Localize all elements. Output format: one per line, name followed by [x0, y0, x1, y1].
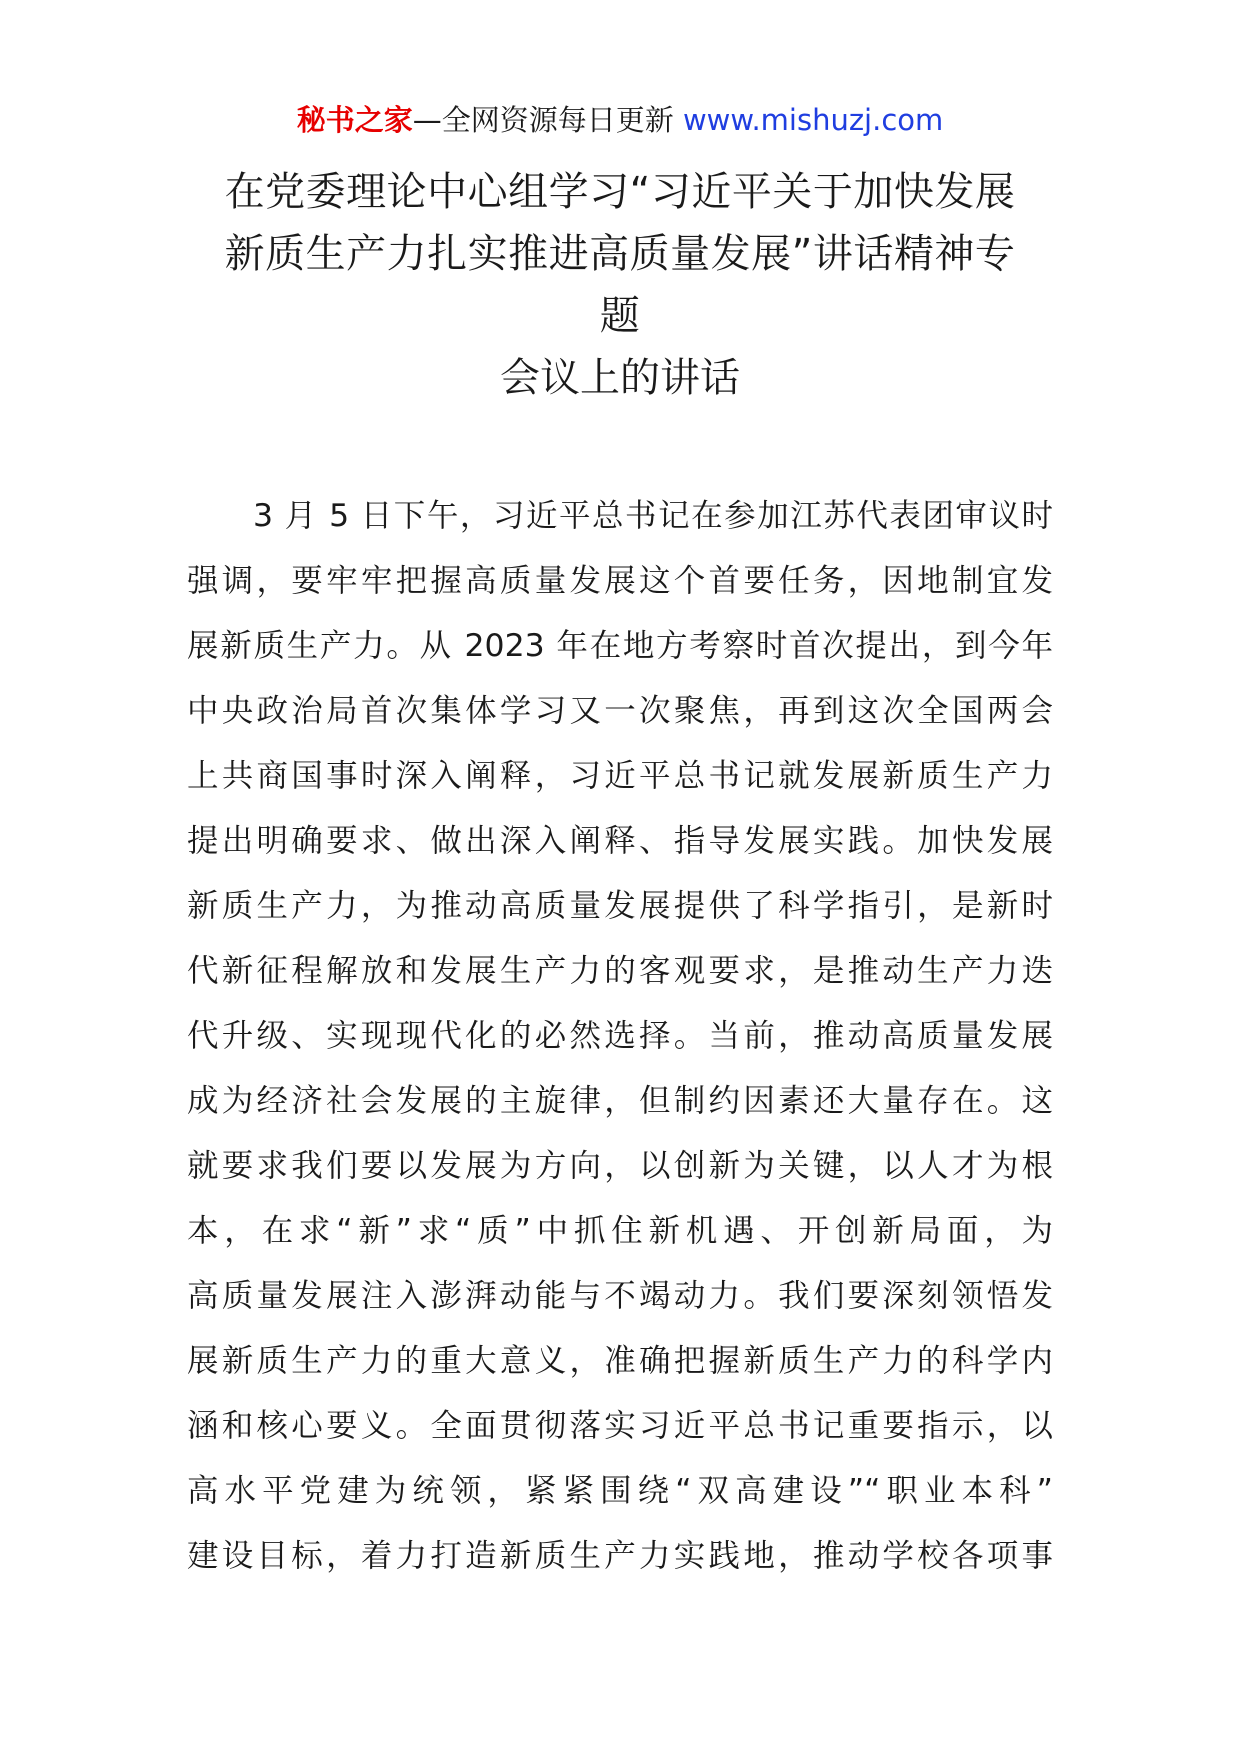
document-title	[190, 161, 1050, 403]
title-line-2: 新质生产力扎实推进高质量发展”讲话精神专	[224, 231, 1016, 277]
site-link[interactable]: www.mishuzj.com	[682, 103, 944, 137]
body-paragraph	[187, 484, 1053, 1589]
body-line: 建设目标，着力打造新质生产力实践地，推动学校各项事	[187, 1538, 1053, 1574]
body-line: 代新征程解放和发展生产力的客观要求，是推动生产力迭	[187, 953, 1053, 989]
body-line: 涵和核心要义。全面贯彻落实习近平总书记重要指示，以	[187, 1408, 1053, 1444]
body-line: 高水平党建为统领，紧紧围绕“双高建设”“职业本科”	[187, 1473, 1053, 1509]
body-line: 代升级、实现现代化的必然选择。当前，推动高质量发展	[187, 1018, 1053, 1054]
header-tagline: —全网资源每日更新	[412, 103, 674, 137]
body-line: 本，在求“新”求“质”中抓住新机遇、开创新局面，为	[187, 1213, 1053, 1249]
body-line: 中央政治局首次集体学习又一次聚焦，再到这次全国两会	[187, 693, 1053, 729]
body-line: 提出明确要求、做出深入阐释、指导发展实践。加快发展	[187, 823, 1053, 859]
title-line-1: 在党委理论中心组学习“习近平关于加快发展	[224, 169, 1016, 215]
title-line-3: 题	[599, 293, 641, 339]
body-line: 展新质生产力。从 2023 年在地方考察时首次提出，到今年	[187, 628, 1053, 664]
document-subtitle: 会议上的讲话	[500, 355, 740, 401]
body-line: 强调，要牢牢把握高质量发展这个首要任务，因地制宜发	[187, 563, 1053, 599]
body-line: 就要求我们要以发展为方向，以创新为关键，以人才为根	[187, 1148, 1053, 1184]
body-line: 展新质生产力的重大意义，准确把握新质生产力的科学内	[187, 1343, 1053, 1379]
site-header	[0, 100, 1240, 140]
body-line: 新质生产力，为推动高质量发展提供了科学指引，是新时	[187, 888, 1053, 924]
brand-name: 秘书之家	[296, 103, 413, 137]
body-line: 成为经济社会发展的主旋律，但制约因素还大量存在。这	[187, 1083, 1053, 1119]
body-line: 高质量发展注入澎湃动能与不竭动力。我们要深刻领悟发	[187, 1278, 1053, 1314]
body-line: 3 月 5 日下午，习近平总书记在参加江苏代表团审议时	[253, 498, 1053, 534]
body-line: 上共商国事时深入阐释，习近平总书记就发展新质生产力	[187, 758, 1053, 794]
